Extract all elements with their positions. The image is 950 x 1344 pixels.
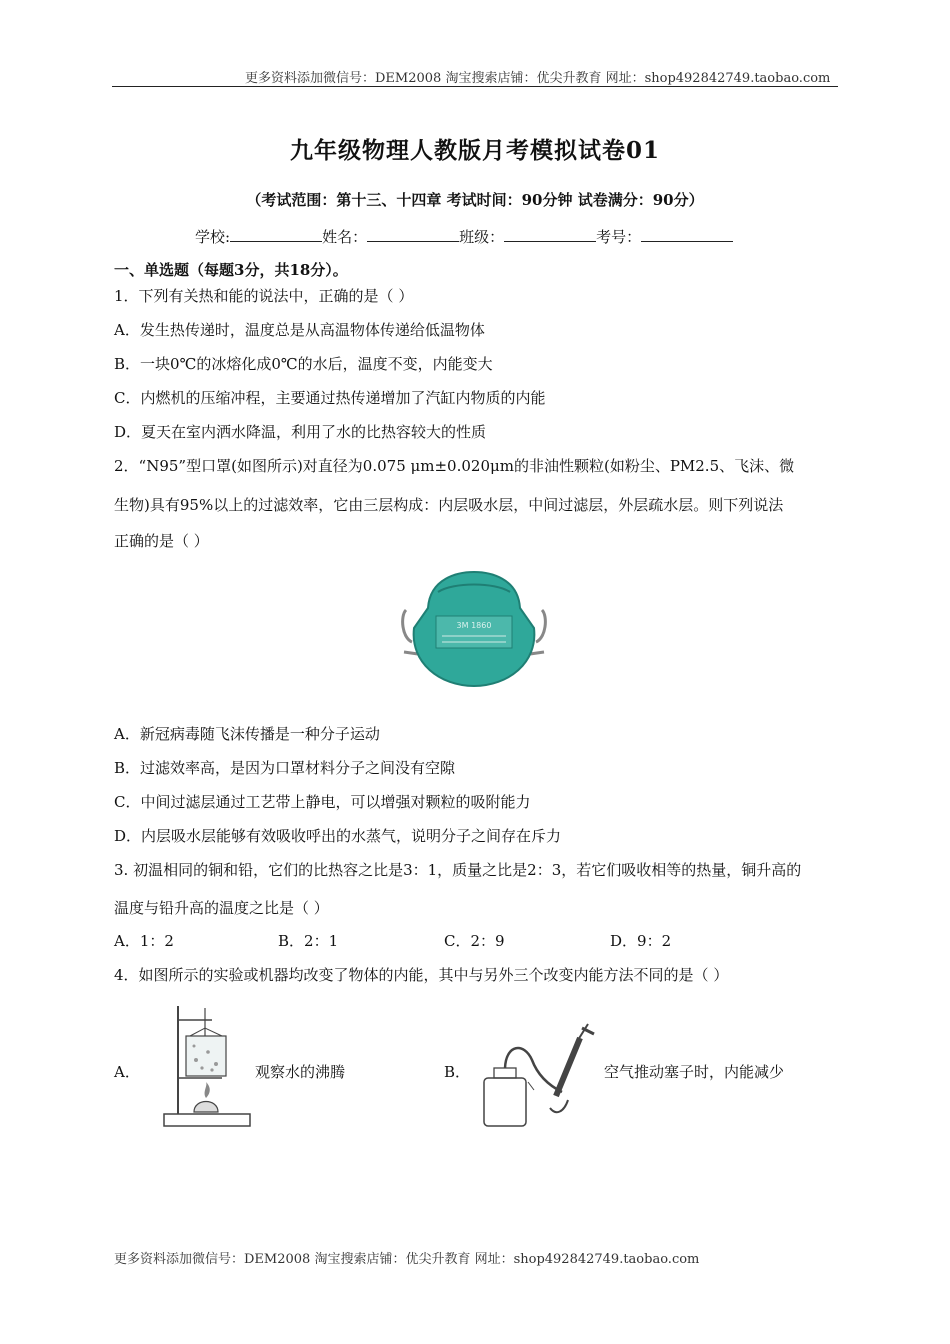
q4-option-a-text: 观察水的沸腾 — [255, 1063, 346, 1081]
q2-stem-line2: 生物)具有95%以上的过滤效率，它由三层构成：内层吸水层，中间过滤层，外层疏水层。则下列说法 — [114, 496, 784, 514]
q3-option-d: D．9：2 — [610, 932, 672, 950]
q1-option-b: B．一块0℃的冰熔化成0℃的水后，温度不变，内能变大 — [114, 355, 493, 373]
n95-mask-image — [398, 568, 550, 690]
q4-option-a-letter: A． — [114, 1063, 140, 1081]
boiling-apparatus-image — [160, 1000, 255, 1130]
q3-stem-line1: 3. 初温相同的铜和铅，它们的比热容之比是3：1，质量之比是2：3，若它们吸收相等的热量，铜升高的 — [114, 861, 802, 879]
mask-imprint: 3M 1860 — [456, 621, 492, 630]
page-title: 九年级物理人教版月考模拟试卷01 — [289, 137, 660, 164]
q3-option-a: A．1：2 — [114, 932, 174, 950]
section-heading: 一、单选题（每题3分，共18分）。 — [114, 261, 348, 279]
q1-option-a: A．发生热传递时，温度总是从高温物体传递给低温物体 — [114, 321, 485, 339]
number-blank — [641, 227, 733, 242]
page-footer: 更多资料添加微信号：DEM2008 淘宝搜索店铺：优尖升教育 网址：shop492842749.taobao.com — [114, 1252, 700, 1267]
header-divider — [112, 86, 838, 87]
school-blank — [230, 227, 322, 242]
q4-option-b-text: 空气推动塞子时，内能减少 — [604, 1063, 785, 1081]
class-blank — [504, 227, 596, 242]
boiling-apparatus-svg — [160, 1000, 255, 1130]
student-info-line — [195, 226, 733, 247]
name-label: 姓名： — [322, 228, 368, 246]
class-label: 班级： — [459, 228, 505, 246]
q2-option-c: C．中间过滤层通过工艺带上静电，可以增强对颗粒的吸附能力 — [114, 793, 531, 811]
q2-option-d: D．内层吸水层能够有效吸收呼出的水蒸气，说明分子之间存在斥力 — [114, 827, 562, 845]
name-blank — [367, 227, 459, 242]
q1-option-d: D．夏天在室内洒水降温，利用了水的比热容较大的性质 — [114, 423, 487, 441]
q2-stem-line3: 正确的是（ ） — [114, 532, 209, 550]
q4-option-b-letter: B． — [444, 1063, 471, 1081]
q4-stem: 4．如图所示的实验或机器均改变了物体的内能，其中与另外三个改变内能方法不同的是（ ） — [114, 966, 729, 984]
q2-option-b: B．过滤效率高，是因为口罩材料分子之间没有空隙 — [114, 759, 456, 777]
q1-option-c: C．内燃机的压缩冲程，主要通过热传递增加了汽缸内物质的内能 — [114, 389, 546, 407]
air-pump-bottle-svg — [476, 1020, 604, 1132]
q3-option-c: C．2：9 — [444, 932, 505, 950]
q1-stem: 1．下列有关热和能的说法中，正确的是（ ） — [114, 287, 414, 305]
q2-stem-line1: 2．“N95”型口罩(如图所示)对直径为0.075 μm±0.020μm的非油性颗粒(如粉尘、PM2.5、飞沫、微 — [114, 457, 795, 475]
q2-option-a: A．新冠病毒随飞沫传播是一种分子运动 — [114, 725, 380, 743]
exam-subtitle: （考试范围：第十三、十四章 考试时间：90分钟 试卷满分：90分） — [246, 191, 704, 209]
page-header: 更多资料添加微信号：DEM2008 淘宝搜索店铺：优尖升教育 网址：shop492842749.taobao.com — [245, 71, 831, 86]
number-label: 考号： — [596, 228, 642, 246]
air-pump-bottle-image — [476, 1020, 604, 1132]
q3-stem-line2: 温度与铅升高的温度之比是（ ） — [114, 899, 329, 917]
school-label: 学校: — [195, 228, 231, 246]
q3-option-b: B．2：1 — [278, 932, 339, 950]
n95-mask-svg — [398, 568, 550, 690]
